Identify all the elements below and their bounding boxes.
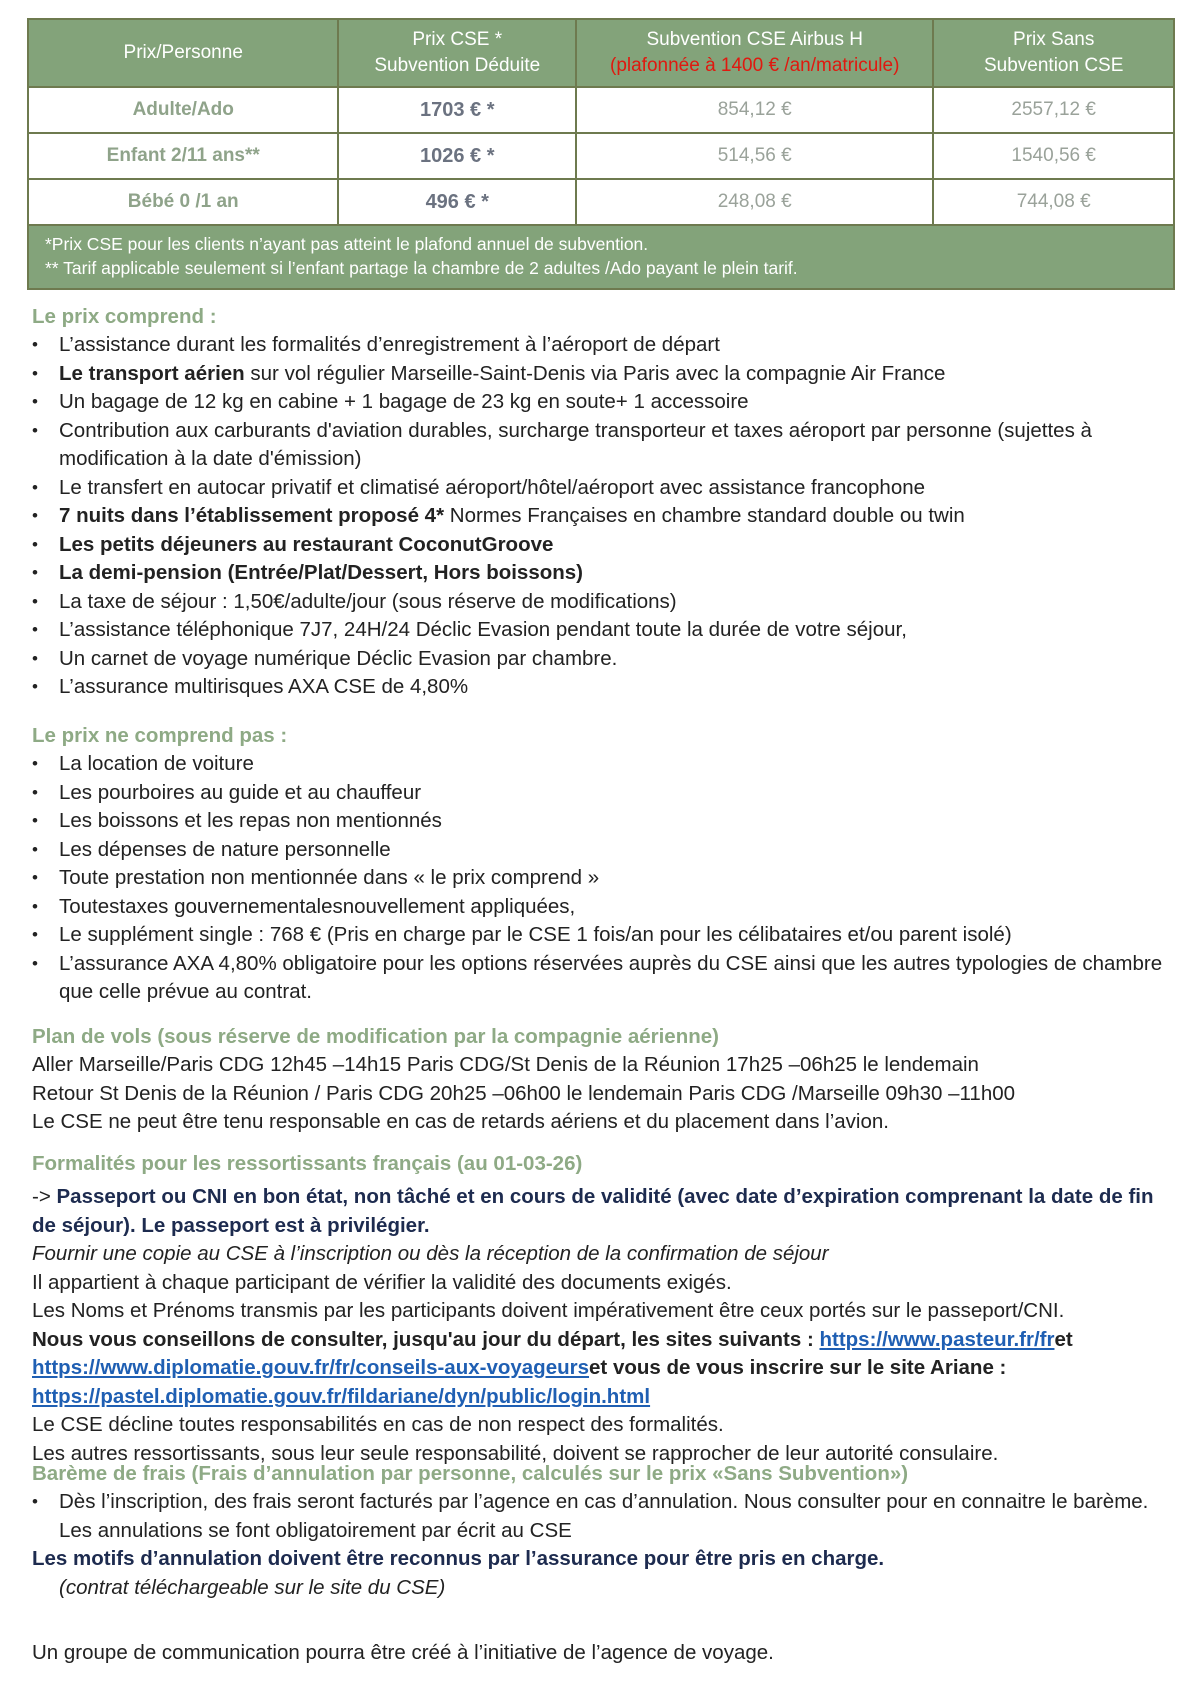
section-bareme-frais — [32, 1460, 1182, 1602]
section-plan-de-vols — [32, 1023, 1182, 1137]
header-prix-personne: Prix/Personne — [28, 19, 338, 87]
list-item: • Dès l’inscription, des frais seront facturés par l’agence en cas d’annulation. Nous consulter pour en connaitre le barème. Les annulations se font obligatoirement par écrit au CSE — [32, 1488, 1182, 1545]
formalites-noms: Les Noms et Prénoms transmis par les participants doivent impérativement être ceux portés sur le passeport/CNI. — [32, 1299, 1065, 1322]
header-prix-cse: Prix CSE * Subvention Déduite — [338, 19, 576, 87]
sans-subvention-value: 2557,12 € — [933, 87, 1174, 133]
vol-responsabilite: Le CSE ne peut être tenu responsable en cas de retards aériens et du placement dans l’avion. — [32, 1110, 889, 1133]
subvention-value: 854,12 € — [576, 87, 933, 133]
section-heading: Le prix comprend : — [32, 305, 217, 328]
groupe-communication-text: Un groupe de communication pourra être créé à l’initiative de l’agence de voyage. — [32, 1641, 774, 1664]
table-row — [28, 179, 1174, 225]
comprend-list — [32, 331, 1182, 702]
section-heading: Le prix ne comprend pas : — [32, 724, 288, 747]
ne-comprend-list — [32, 750, 1182, 1007]
list-item: • L’assistance téléphonique 7J7, 24H/24 Déclic Evasion pendant toute la durée de votre séjour, — [32, 616, 1182, 645]
list-item: • Toute prestation non mentionnée dans « le prix comprend » — [32, 864, 1182, 893]
list-item: • L’assistance durant les formalités d’enregistrement à l’aéroport de départ — [32, 331, 1182, 360]
subvention-value: 248,08 € — [576, 179, 933, 225]
link-pasteur[interactable]: https://www.pasteur.fr/fr — [819, 1327, 1055, 1351]
footnote-prix-cse: *Prix CSE pour les clients n’ayant pas atteint le plafond annuel de subvention. — [45, 234, 649, 254]
formalites-decline: Le CSE décline toutes responsabilités en cas de non respect des formalités. — [32, 1413, 724, 1436]
link-diplomatie[interactable]: https://www.diplomatie.gouv.fr/fr/conseils-aux-voyageurs — [32, 1356, 590, 1379]
prix-cse-value: 1703 € * — [338, 87, 576, 133]
prix-cse-value: 1026 € * — [338, 133, 576, 179]
list-item: • Contribution aux carburants d'aviation durables, surcharge transporteur et taxes aéroport par personne (sujettes à modification à la date d'émission) — [32, 417, 1182, 474]
section-prix-comprend — [32, 303, 1182, 702]
list-item: • 7 nuits dans l’établissement proposé 4* Normes Françaises en chambre standard double ou twin — [32, 502, 1182, 531]
row-label: Adulte/Ado — [28, 87, 338, 133]
section-heading: Plan de vols (sous réserve de modification par la compagnie aérienne) — [32, 1025, 719, 1048]
row-label: Enfant 2/11 ans** — [28, 133, 338, 179]
formalites-verifier: Il appartient à chaque participant de vérifier la validité des documents exigés. — [32, 1270, 732, 1294]
bareme-motifs: Les motifs d’annulation doivent être reconnus par l’assurance pour être pris en charge. — [32, 1547, 885, 1570]
list-item: • Les petits déjeuners au restaurant CoconutGroove — [32, 531, 1182, 560]
sans-subvention-value: 744,08 € — [933, 179, 1174, 225]
list-item: • Les dépenses de nature personnelle — [32, 836, 1182, 865]
list-item: • Toutestaxes gouvernementalesnouvellement appliquées, — [32, 893, 1182, 922]
header-subvention: Subvention CSE Airbus H (plafonnée à 1400 € /an/matricule) — [576, 19, 933, 87]
section-heading: Formalités pour les ressortissants français (au 01-03-26) — [32, 1152, 583, 1175]
list-item: • La demi-pension (Entrée/Plat/Dessert, Hors boissons) — [32, 559, 1182, 588]
pricing-table-footnotes — [28, 225, 1174, 289]
list-item: • Le supplément single : 768 € (Pris en charge par le CSE 1 fois/an pour les célibataires et/ou parent isolé) — [32, 921, 1182, 950]
sans-subvention-value: 1540,56 € — [933, 133, 1174, 179]
bareme-list — [32, 1488, 1182, 1545]
formalites-conseil: Nous vous conseillons de consulter, jusqu'au jour du départ, les sites suivants : https://www.pasteur.fr/fret https://www.diplomatie.gouv.fr/fr/conseils-aux-voyageurset vous de vous inscrire sur le site Ariane : https://pastel.diplomatie.gouv.fr/fildariane/dyn/public/login.html — [32, 1327, 1073, 1408]
vol-retour: Retour St Denis de la Réunion / Paris CDG 20h25 –06h00 le lendemain Paris CDG /Marseille 09h30 –11h00 — [32, 1081, 1016, 1105]
list-item: • Les pourboires au guide et au chauffeur — [32, 779, 1182, 808]
subvention-value: 514,56 € — [576, 133, 933, 179]
header-prix-sans-subvention: Prix Sans Subvention CSE — [933, 19, 1174, 87]
list-item: • Un carnet de voyage numérique Déclic Evasion par chambre. — [32, 645, 1182, 674]
table-row — [28, 87, 1174, 133]
list-item: • Le transfert en autocar privatif et climatisé aéroport/hôtel/aéroport avec assistance francophone — [32, 474, 1182, 503]
list-item: • L’assurance multirisques AXA CSE de 4,80% — [32, 673, 1182, 702]
vol-aller: Aller Marseille/Paris CDG 12h45 –14h15 Paris CDG/St Denis de la Réunion 17h25 –06h25 le lendemain — [32, 1053, 979, 1076]
table-row — [28, 133, 1174, 179]
list-item: • La taxe de séjour : 1,50€/adulte/jour (sous réserve de modifications) — [32, 588, 1182, 617]
row-label: Bébé 0 /1 an — [28, 179, 338, 225]
list-item: • Les boissons et les repas non mentionnés — [32, 807, 1182, 836]
footnote-tarif-enfant: ** Tarif applicable seulement si l’enfant partage la chambre de 2 adultes /Ado payant le plein tarif. — [45, 258, 798, 278]
formalites-passeport: -> Passeport ou CNI en bon état, non tâché et en cours de validité (avec date d’expiration comprenant la date de fin de séjour). Le passeport est à privilégier. — [32, 1185, 1154, 1237]
section-heading: Barème de frais (Frais d’annulation par personne, calculés sur le prix «Sans Subvention») — [32, 1462, 909, 1485]
link-ariane[interactable]: https://pastel.diplomatie.gouv.fr/fildariane/dyn/public/login.html — [32, 1384, 651, 1408]
pricing-table-header-row — [28, 19, 1174, 87]
formalites-copie: Fournir une copie au CSE à l’inscription ou dès la réception de la confirmation de séjour — [32, 1242, 829, 1265]
section-formalites — [32, 1150, 1182, 1468]
list-item: • Le transport aérien sur vol régulier Marseille-Saint-Denis via Paris avec la compagnie Air France — [32, 360, 1182, 389]
subvention-cap-note: (plafonnée à 1400 € /an/matricule) — [610, 55, 900, 76]
pricing-table — [27, 18, 1175, 290]
list-item: • Un bagage de 12 kg en cabine + 1 bagage de 23 kg en soute+ 1 accessoire — [32, 388, 1182, 417]
formalites-autres: Les autres ressortissants, sous leur seule responsabilité, doivent se rapprocher de leur autorité consulaire. — [32, 1441, 999, 1465]
list-item: • La location de voiture — [32, 750, 1182, 779]
prix-cse-value: 496 € * — [338, 179, 576, 225]
bareme-contrat: (contrat téléchargeable sur le site du CSE) — [59, 1575, 446, 1599]
section-prix-ne-comprend — [32, 722, 1182, 1007]
list-item: • L’assurance AXA 4,80% obligatoire pour les options réservées auprès du CSE ainsi que les autres typologies de chambre que celle prévue au contrat. — [32, 950, 1182, 1007]
